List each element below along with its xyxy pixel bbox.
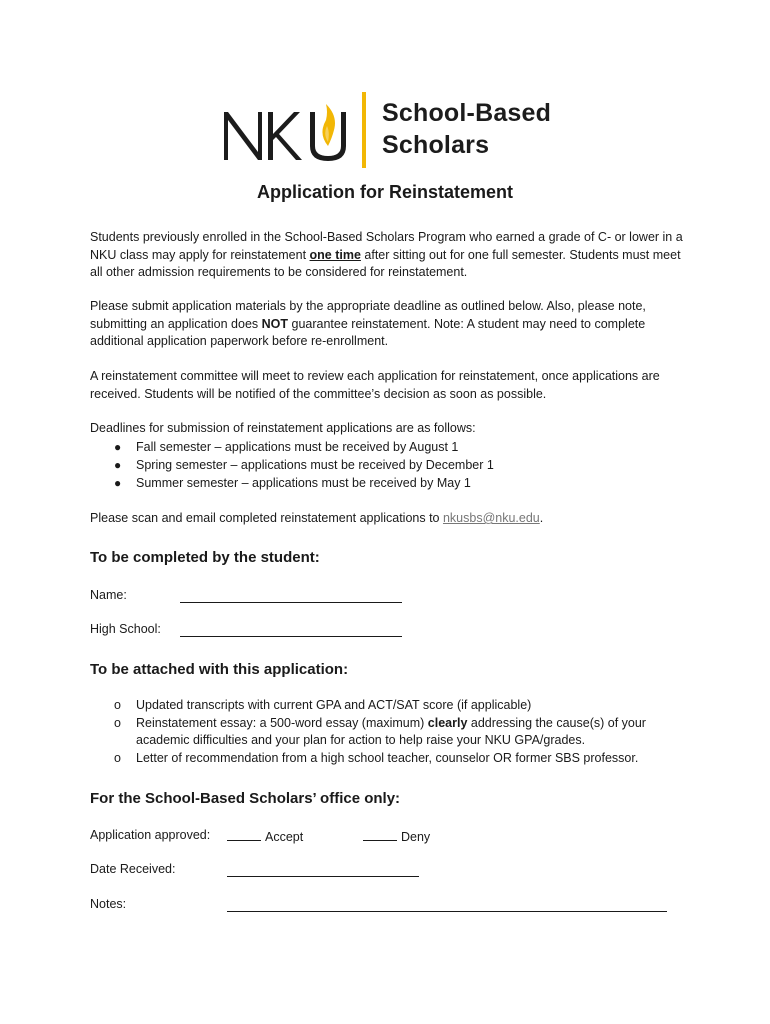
- circle-bullet-icon: o: [114, 698, 121, 712]
- list-item: ● Spring semester – applications must be received by December 1: [114, 458, 494, 472]
- high-school-field[interactable]: [180, 622, 402, 637]
- deadlines-intro: Deadlines for submission of reinstatement applications are as follows:: [90, 421, 476, 435]
- deadline-list: [112, 438, 494, 492]
- date-received-label: Date Received:: [90, 862, 176, 876]
- attachment-list: [112, 697, 672, 767]
- list-item: ● Summer semester – applications must be received by May 1: [114, 476, 471, 490]
- notes-label: Notes:: [90, 897, 127, 911]
- circle-bullet-icon: o: [114, 715, 121, 730]
- logo-divider: [362, 92, 366, 168]
- accept-blank[interactable]: [227, 828, 261, 841]
- logo-text-line-1: School-Based: [382, 99, 552, 127]
- intro-paragraph-1: Students previously enrolled in the School-Based Scholars Program who earned a grade of C- or lower in a NKU class may apply for reinstatement one time after sitting out for one full semester. Students must meet all other admission requirements to be considered for reinstatement.: [90, 230, 683, 279]
- nku-logo: [222, 88, 552, 170]
- date-received-field[interactable]: [227, 862, 419, 877]
- name-field[interactable]: [180, 588, 402, 603]
- logo-text-line-2: Scholars: [382, 131, 490, 159]
- intro-paragraph-3: A reinstatement committee will meet to review each application for reinstatement, once applications are received. Students will be notified of the committee’s decision as soon as possible.: [90, 369, 660, 401]
- name-label: Name:: [90, 588, 127, 602]
- student-section-heading: To be completed by the student:: [90, 549, 320, 566]
- deny-label: Deny: [401, 830, 431, 844]
- accept-choice[interactable]: [227, 828, 303, 844]
- deny-blank[interactable]: [363, 828, 397, 841]
- list-item: ● Fall semester – applications must be received by August 1: [114, 440, 459, 454]
- list-item: o Updated transcripts with current GPA and ACT/SAT score (if applicable): [112, 697, 672, 715]
- intro-paragraph-2: Please submit application materials by the appropriate deadline as outlined below. Also, please note, submitting an application does NOT guarantee reinstatement. Note: A student may need to complete additional application paperwork before re-enrollment.: [90, 299, 646, 348]
- submit-instructions: Please scan and email completed reinstatement applications to nkusbs@nku.edu.: [90, 511, 544, 525]
- list-item: o Reinstatement essay: a 500-word essay (maximum) clearly addressing the cause(s) of your academic difficulties and your plan for action to help raise your NKU GPA/grades.: [114, 715, 646, 747]
- page-title: Application for Reinstatement: [256, 182, 514, 202]
- circle-bullet-icon: o: [114, 750, 121, 765]
- bullet-icon: ●: [114, 476, 122, 490]
- nku-wordmark-icon: [222, 102, 354, 162]
- deny-choice[interactable]: [363, 828, 430, 844]
- notes-field[interactable]: [227, 897, 667, 912]
- attach-section-heading: To be attached with this application:: [90, 661, 349, 678]
- bullet-icon: ●: [114, 440, 122, 454]
- high-school-label: High School:: [90, 622, 161, 636]
- list-item: o Letter of recommendation from a high school teacher, counselor OR former SBS professor.: [112, 750, 672, 768]
- accept-label: Accept: [265, 830, 304, 844]
- bullet-icon: ●: [114, 458, 122, 472]
- office-section-heading: For the School-Based Scholars’ office only:: [90, 790, 401, 807]
- email-link[interactable]: nkusbs@nku.edu: [442, 511, 540, 525]
- approved-label: Application approved:: [90, 828, 211, 842]
